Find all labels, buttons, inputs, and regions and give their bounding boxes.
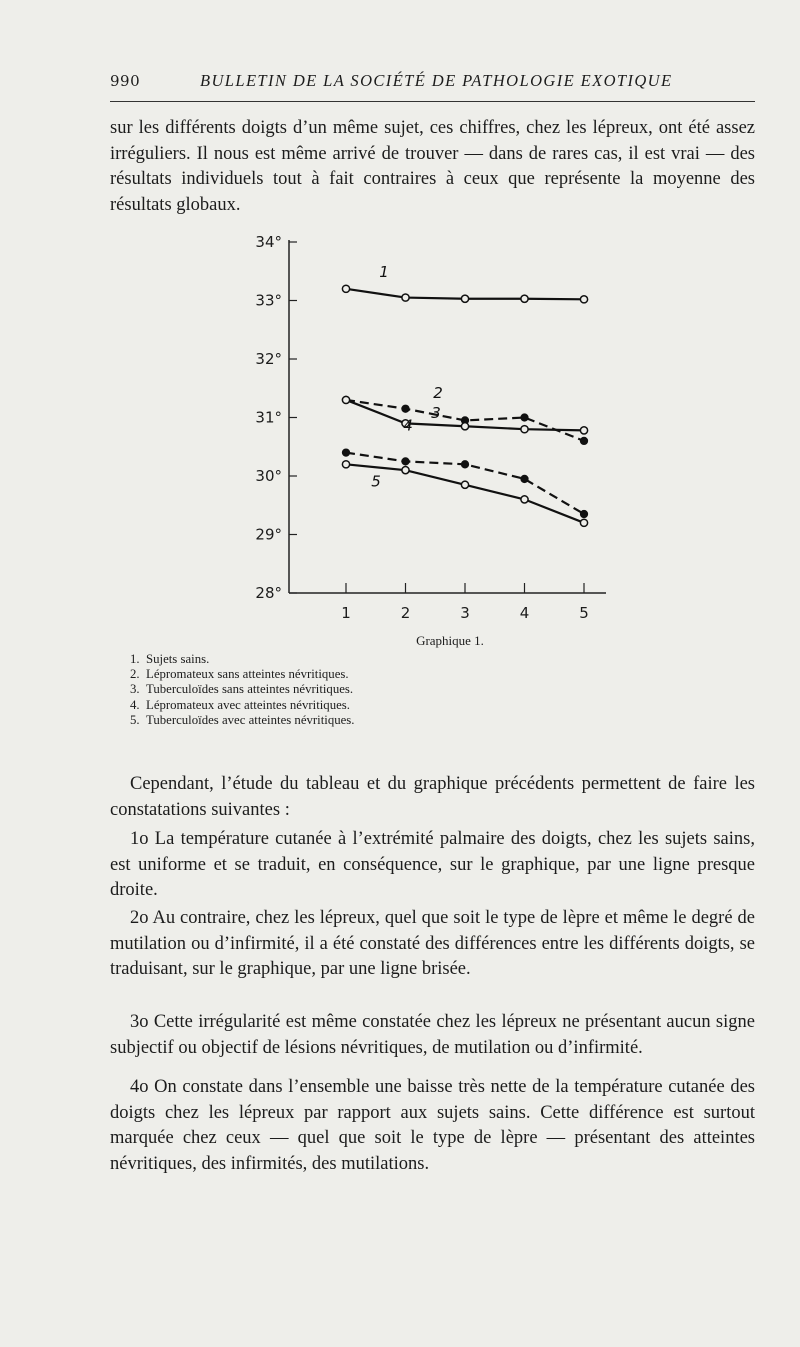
data-point — [581, 511, 588, 518]
legend-item: 1. Sujets sains. — [130, 652, 210, 666]
legend-item: 4. Lépromateux avec atteintes névritiques. — [130, 697, 350, 712]
figure-legend — [130, 652, 530, 728]
paragraph-point-4: 4o On constate dans l’ensemble une baisse très nette de la température cutanée des doigts chez les lépreux par rapport aux sujets sains. Cette différence est surtout marquée chez ceux — quel que soit le type de lèpre — présentant des atteintes névritiques, des infirmités, des mutilations. — [110, 1077, 755, 1174]
data-point — [521, 295, 528, 302]
temperature-chart — [0, 0, 800, 660]
paragraph-intro: sur les différents doigts d’un même sujet, ces chiffres, chez les lépreux, ont été assez irréguliers. Il nous est même arrivé de trouver — dans de rares cas, il est vrai — des résultats individuels tout à fait contraires à ceux que représente la moyenne des résultats globaux. — [110, 118, 755, 215]
y-tick-label: 28° — [255, 584, 282, 602]
series-1 — [342, 263, 587, 303]
running-title: BULLETIN DE LA SOCIÉTÉ DE PATHOLOGIE EXOTIQUE — [200, 71, 673, 90]
data-point — [580, 519, 587, 526]
data-point — [521, 414, 528, 421]
data-point — [580, 296, 587, 303]
data-point — [402, 467, 409, 474]
data-point — [521, 476, 528, 483]
x-tick-label: 4 — [519, 604, 530, 622]
x-tick-label: 3 — [460, 604, 470, 622]
data-point — [461, 295, 468, 302]
chart-ticks — [255, 233, 588, 622]
paragraph-point-3: 3o Cette irrégularité est même constatée chez les lépreux ne présentant aucun signe subjectif ou objectif de lésions névritiques, de mutilation ou d’infirmité. — [110, 1012, 755, 1058]
series-3 — [342, 396, 587, 434]
data-point — [402, 458, 409, 465]
data-point — [462, 461, 469, 468]
y-tick-label: 31° — [255, 408, 282, 427]
y-tick-label: 29° — [255, 525, 282, 544]
data-point — [461, 423, 468, 430]
paragraph-constatations: Cependant, l’étude du tableau et du graphique précédents permettent de faire les constatations suivantes : — [110, 774, 755, 820]
figure-caption: Graphique 1. — [416, 633, 484, 648]
data-point — [342, 285, 349, 292]
chart-series — [342, 263, 587, 527]
series-label: 4 — [403, 416, 413, 435]
series-line-5 — [346, 464, 584, 523]
data-point — [461, 481, 468, 488]
data-point — [342, 396, 349, 403]
series-label: 1 — [379, 262, 389, 281]
series-label: 3 — [431, 403, 441, 422]
x-tick-label: 2 — [400, 604, 411, 622]
series-label: 5 — [371, 472, 381, 491]
series-label: 2 — [433, 383, 443, 402]
data-point — [580, 427, 587, 434]
data-point — [581, 438, 588, 445]
data-point — [343, 449, 350, 456]
y-tick-label: 30° — [255, 467, 282, 485]
x-tick-label: 5 — [579, 604, 589, 622]
data-point — [402, 294, 409, 301]
legend-item: 5. Tuberculoïdes avec atteintes névritiques. — [130, 712, 355, 727]
legend-item: 3. Tuberculoïdes sans atteintes névritiques. — [130, 682, 354, 697]
paragraph-point-1: 1o La température cutanée à l’extrémité palmaire des doigts, chez les sujets sains, est uniforme et se traduit, en conséquence, sur le graphique, par une ligne presque droite. — [110, 829, 755, 900]
data-point — [521, 496, 528, 503]
legend-item: 2. Lépromateux sans atteintes névritiques. — [130, 667, 349, 682]
y-tick-label: 34° — [255, 233, 282, 251]
page-number: 990 — [110, 72, 141, 90]
y-tick-label: 33° — [255, 291, 282, 310]
x-tick-label: 1 — [341, 604, 351, 622]
data-point — [342, 461, 349, 468]
data-point — [521, 426, 528, 433]
y-tick-label: 32° — [255, 350, 282, 368]
data-point — [402, 405, 409, 412]
paragraph-point-2: 2o Au contraire, chez les lépreux, quel que soit le type de lèpre et même le degré de mutilation ou d’infirmité, il a été constaté des différences entre les différents doigts, se traduisant, sur le graphique, par une ligne brisée. — [110, 908, 755, 979]
